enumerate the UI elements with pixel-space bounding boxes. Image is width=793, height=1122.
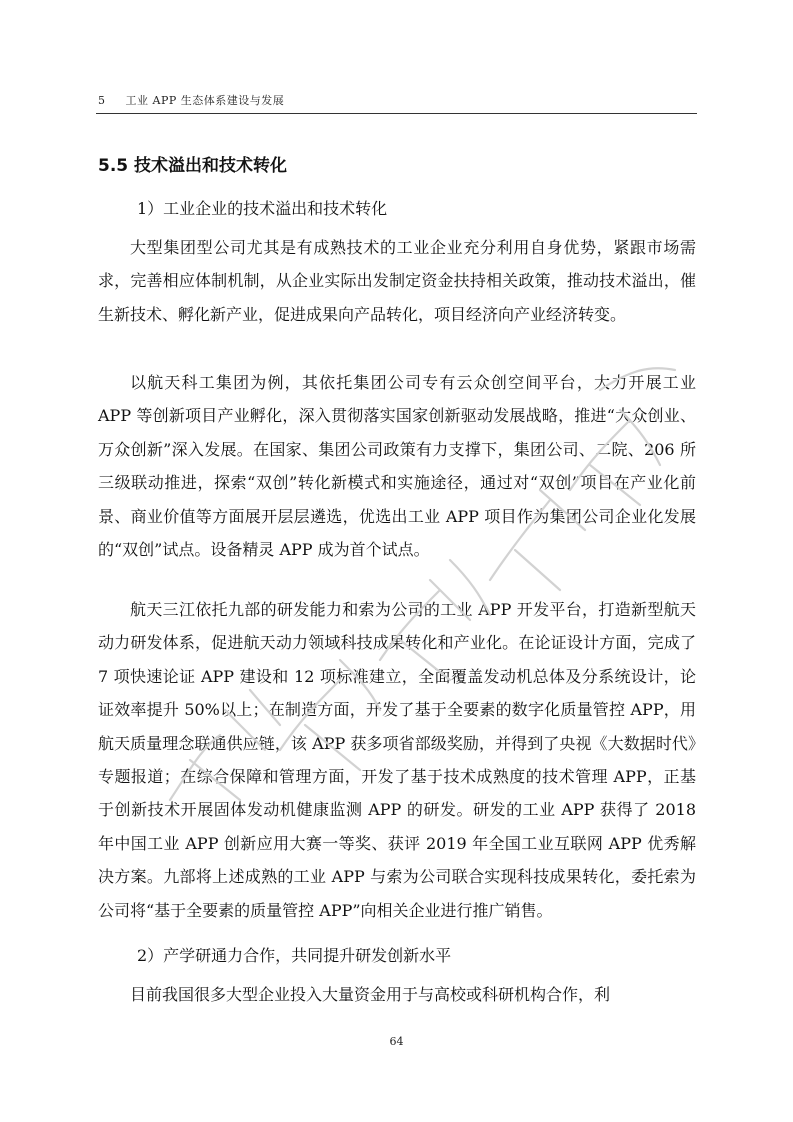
paragraph-1: 大型集团型公司尤其是有成熟技术的工业企业充分利用自身优势，紧跟市场需求，完善相应体制机制，从企业实际出发制定资金扶持相关政策，推动技术溢出，催生新技术、孵化新产业，促进成果向产品转化，项目经济向产业经济转变。 [98,238,696,324]
page-number: 64 [389,1035,404,1048]
chapter-number: 5 [98,94,106,107]
chapter-title: 工业 APP 生态体系建设与发展 [125,94,285,107]
paragraph-3: 航天三江依托九部的研发能力和索为公司的工业 APP 开发平台，打造新型航天动力研发体系，促进航天动力领域科技成果转化和产业化。在论证设计方面，完成了 7 项快速论证 APP 建设和 12 项标准建立，全面覆盖发动机总体及分系统设计，论证效率提升 50%以上；在制造方面，开发了基于全要素的数字化质量管控 APP，用航天质量理念联通供应链，该 APP 获多项省部级奖励，并得到了央视《大数据时代》专题报道；在综合保障和管理方面，开发了基于技术成熟度的技术管理 APP，正基于创新技术开展固体发动机健康监测 APP 的研发。研发的工业 APP 获得了 2018 年中国工业 APP 创新应用大赛一等奖、获评 2019 年全国工业互联网 APP 优秀解决方案。九部将上述成熟的工业 APP 与索为公司联合实现科技成果转化，委托索为公司将“基于全要素的质量管控 APP”向相关企业进行推广销售。 [98,600,696,920]
paragraph-2: 以航天科工集团为例，其依托集团公司专有云众创空间平台，大力开展工业 APP 等创新项目产业孵化，深入贯彻落实国家创新驱动发展战略，推进“大众创业、万众创新”深入发展。在国家、集团公司政策有力支撑下，集团公司、二院、206 所三级联动推进，探索“双创”转化新模式和实施途径，通过对“双创”项目在产业化前景、商业价值等方面展开层层遴选，优选出工业 APP 项目作为集团公司企业化发展的“双创”试点。设备精灵 APP 成为首个试点。 [98,373,696,560]
paragraph-4: 目前我国很多大型企业投入大量资金用于与高校或科研机构合作，利 [130,985,611,1004]
subheading-1: 1）工业企业的技术溢出和技术转化 [137,199,388,218]
running-header [98,92,284,108]
subheading-2: 2）产学研通力合作，共同提升研发创新水平 [137,946,452,965]
header-rule [96,113,697,114]
section-title: 5.5 技术溢出和技术转化 [98,156,288,176]
